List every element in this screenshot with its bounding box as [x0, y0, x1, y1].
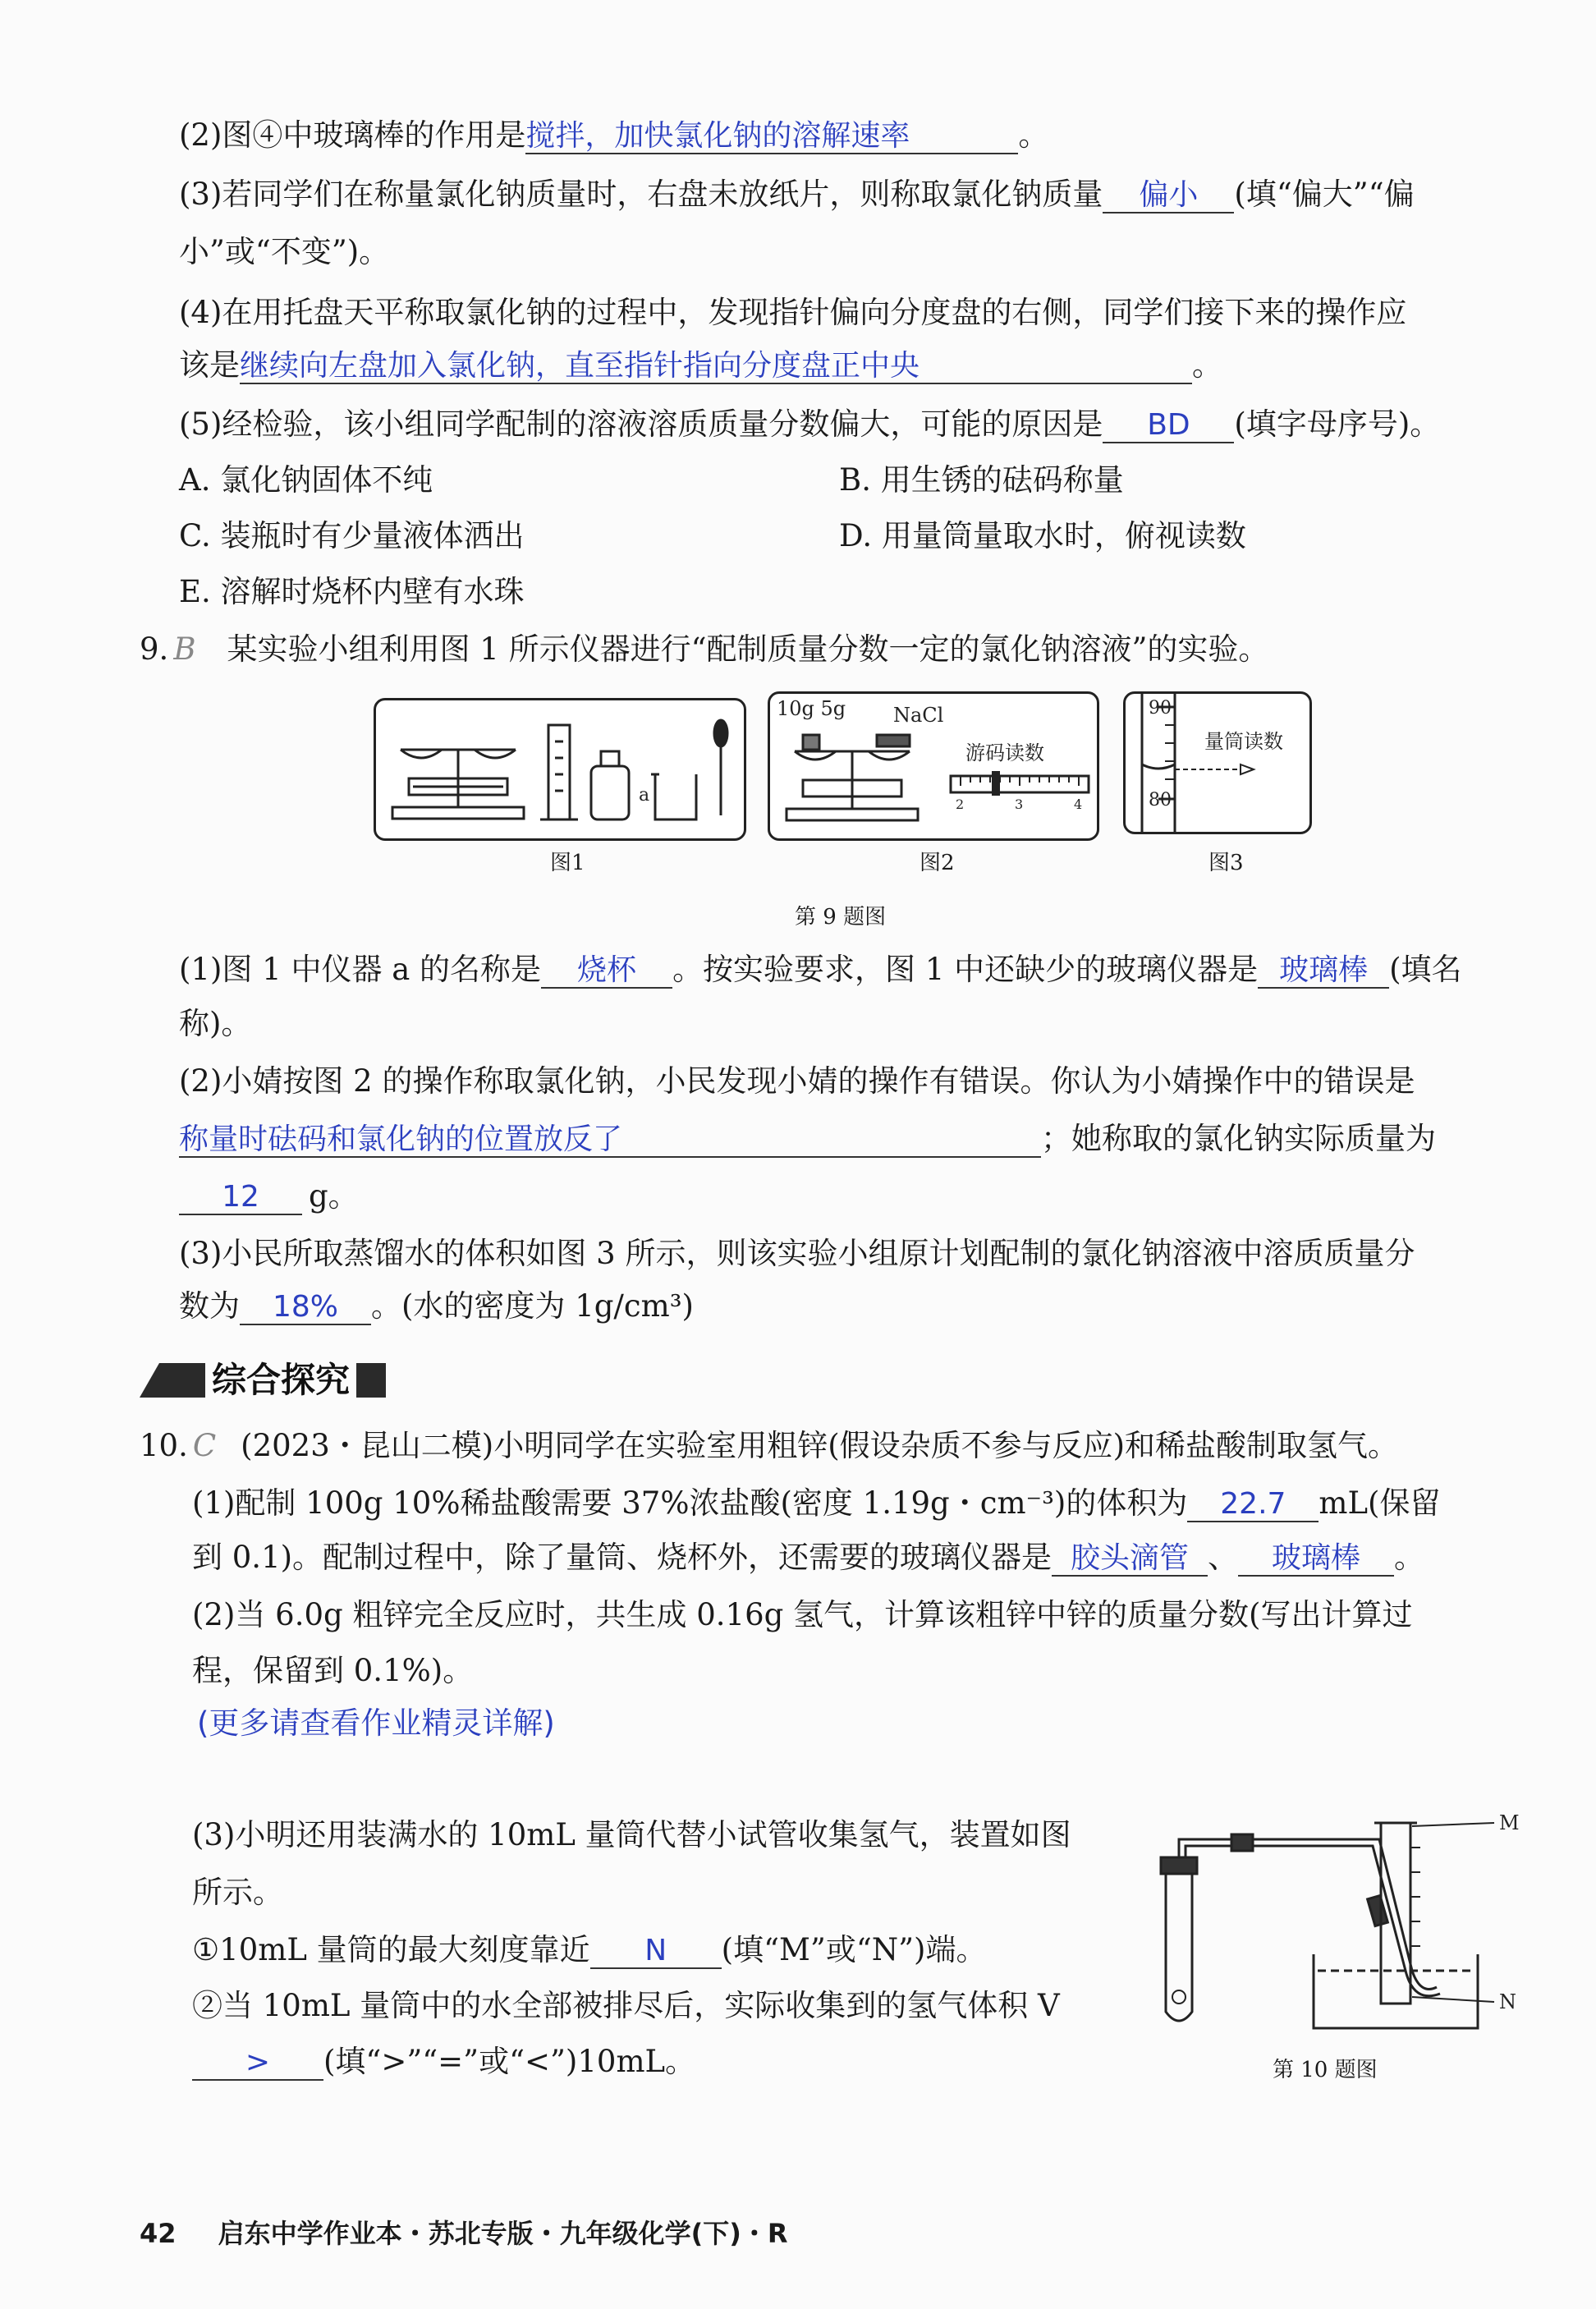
q9-fig1-caption: 图1	[550, 851, 585, 875]
q10-part2: (2)当 6.0g 粗锌完全反应时，共生成 0.16g 氢气，计算该粗锌中锌的质量分数(写出计算过	[192, 1597, 1413, 1632]
q8-part4-line2: 该是继续向左盘加入氯化钠，直至指针指向分度盘正中央 。	[179, 347, 1222, 383]
q10-p1-answer3: 玻璃棒	[1238, 1542, 1394, 1577]
q10-part3-sub2-line2: > (填“>”“=”或“<”)10mL。	[192, 2041, 695, 2082]
q8-option-a: A. 氯化钠固体不纯	[179, 462, 433, 498]
q9-fig2-caption: 图2	[920, 851, 955, 875]
q9-p2-answer1: 称量时砝码和氯化钠的位置放反了	[179, 1123, 1041, 1158]
q9-fig2-frame	[768, 691, 1099, 841]
q10-level-badge: C	[192, 1428, 217, 1463]
q9-fig3-caption: 图3	[1208, 851, 1244, 875]
q8-option-b: B. 用生锈的砝码称量	[839, 462, 1124, 498]
q9-part2: (2)小婧按图 2 的操作称取氯化钠，小民发现小婧的操作有错误。你认为小婧操作中的错误是	[179, 1063, 1415, 1099]
q9-fig3-frame	[1123, 691, 1312, 834]
q9-fig2-scale-2: 2	[956, 796, 965, 812]
q10-p3-s1-answer: N	[590, 1935, 722, 1969]
q10-part1-line2: 到 0.1)。配制过程中，除了量筒、烧杯外，还需要的玻璃仪器是 胶头滴管 、 玻璃棒 。	[192, 1540, 1425, 1575]
page-footer	[140, 2213, 788, 2251]
q8-option-c: C. 装瓶时有少量液体洒出	[179, 518, 525, 553]
q9-fig1-apparatus	[376, 700, 744, 838]
q9-stem: 9. B 某实验小组利用图 1 所示仪器进行“配制质量分数一定的氯化钠溶液”的实验。	[140, 631, 1269, 667]
q10-part2-line2: 程，保留到 0.1%)。	[192, 1653, 474, 1688]
section-header	[140, 1347, 386, 1401]
q9-p2-answer2: 12	[179, 1181, 302, 1215]
q10-more-details: (更多请查看作业精灵详解)	[197, 1705, 555, 1741]
q8-option-d: D. 用量筒量取水时，俯视读数	[839, 518, 1246, 553]
q8-part4: (4)在用托盘天平称取氯化钠的过程中，发现指针偏向分度盘的右侧，同学们接下来的操作应	[179, 295, 1407, 330]
q10-stem: 10. C (2023・昆山二模)小明同学在实验室用粗锌(假设杂质不参与反应)和稀盐酸制取氢气。	[140, 1428, 1399, 1463]
q10-fig-label-n: N	[1499, 1990, 1516, 2013]
q8-part2: (2)图④中玻璃棒的作用是搅拌，加快氯化钠的溶解速率 。	[179, 117, 1049, 153]
q10-p3-s2-answer: >	[192, 2046, 323, 2081]
q10-p1-answer1: 22.7	[1187, 1488, 1319, 1522]
q9-fig2-rider	[992, 771, 1000, 796]
q8-p2-answer: 搅拌，加快氯化钠的溶解速率	[525, 120, 1018, 154]
q10-part3: (3)小明还用装满水的 10mL 量筒代替小试管收集氢气，装置如图	[192, 1817, 1071, 1852]
q8-p4-answer: 继续向左盘加入氯化钠，直至指针指向分度盘正中央	[240, 350, 1192, 384]
q9-figure-caption: 第 9 题图	[795, 905, 887, 930]
q10-gas-collection-apparatus	[1149, 1806, 1527, 2053]
q10-part3-line2: 所示。	[192, 1875, 283, 1910]
q8-part3-line2: 小”或“不变”)。	[179, 234, 390, 269]
q9-fig3-cylinder	[1126, 694, 1309, 832]
q8-part5: (5)经检验，该小组同学配制的溶液溶质质量分数偏大，可能的原因是 BD (填字母序号)。	[179, 406, 1441, 442]
q9-part2-line3: 12 g。	[179, 1176, 359, 1217]
q9-fig2-scale-4: 4	[1074, 796, 1083, 812]
q10-part3-sub1: ①10mL 量筒的最大刻度靠近 N (填“M”或“N”)端。	[192, 1932, 987, 1967]
q9-fig3-reading-label: 量筒读数	[1204, 730, 1283, 753]
book-title: 启东中学作业本・苏北专版・九年级化学(下)・R	[218, 2218, 788, 2249]
q8-p3-answer: 偏小	[1103, 179, 1234, 213]
eye-icon	[1241, 764, 1254, 774]
q9-fig2-scale-3: 3	[1015, 796, 1024, 812]
q9-part3: (3)小民所取蒸馏水的体积如图 3 所示，则该实验小组原计划配制的氯化钠溶液中溶质质量分	[179, 1236, 1415, 1271]
q9-fig3-mark-80: 80	[1149, 790, 1172, 810]
q8-option-e: E. 溶解时烧杯内壁有水珠	[179, 574, 525, 609]
page-number: 42	[140, 2218, 177, 2249]
q9-fig2-weights: 10g 5g	[777, 697, 846, 720]
q9-fig2-rider-label: 游码读数	[965, 741, 1044, 764]
q9-part1: (1)图 1 中仪器 a 的名称是 烧杯 。按实验要求，图 1 中还缺少的玻璃仪器是 玻璃棒 (填名	[179, 952, 1462, 987]
q10-p1-answer2: 胶头滴管	[1052, 1542, 1208, 1577]
q9-fig2-balance	[770, 694, 1097, 838]
q9-fig3-mark-90: 90	[1149, 698, 1172, 718]
q10-part1: (1)配制 100g 10%稀盐酸需要 37%浓盐酸(密度 1.19g・cm⁻³)的体积为 22.7 mL(保留	[192, 1485, 1441, 1521]
q9-part1-line2: 称)。	[179, 1006, 252, 1041]
q9-fig2-nacl: NaCl	[893, 704, 944, 727]
q8-part3: (3)若同学们在称量氯化钠质量时，右盘未放纸片，则称取氯化钠质量 偏小 (填“偏大”“偏	[179, 177, 1415, 212]
q10-fig-label-m: M	[1499, 1811, 1520, 1834]
q9-part3-line2: 数为 18% 。(水的密度为 1g/cm³)	[179, 1288, 694, 1324]
q9-part2-line2: 称量时砝码和氯化钠的位置放反了 ；她称取的氯化钠实际质量为	[179, 1121, 1436, 1156]
q9-p1-answer2: 玻璃棒	[1258, 954, 1389, 989]
section-title: 综合探究	[205, 1353, 356, 1402]
q9-p3-answer: 18%	[240, 1291, 371, 1325]
q9-level-badge: B	[173, 631, 196, 667]
q9-p1-answer1: 烧杯	[541, 954, 672, 989]
q8-p5-answer: BD	[1103, 409, 1234, 443]
q9-fig1-label-a: a	[639, 785, 650, 806]
q9-fig1-frame	[374, 698, 746, 841]
q10-part3-sub2: ②当 10mL 量筒中的水全部被排尽后，实际收集到的氢气体积 V	[192, 1988, 1060, 2023]
q10-figure-caption: 第 10 题图	[1273, 2058, 1378, 2082]
